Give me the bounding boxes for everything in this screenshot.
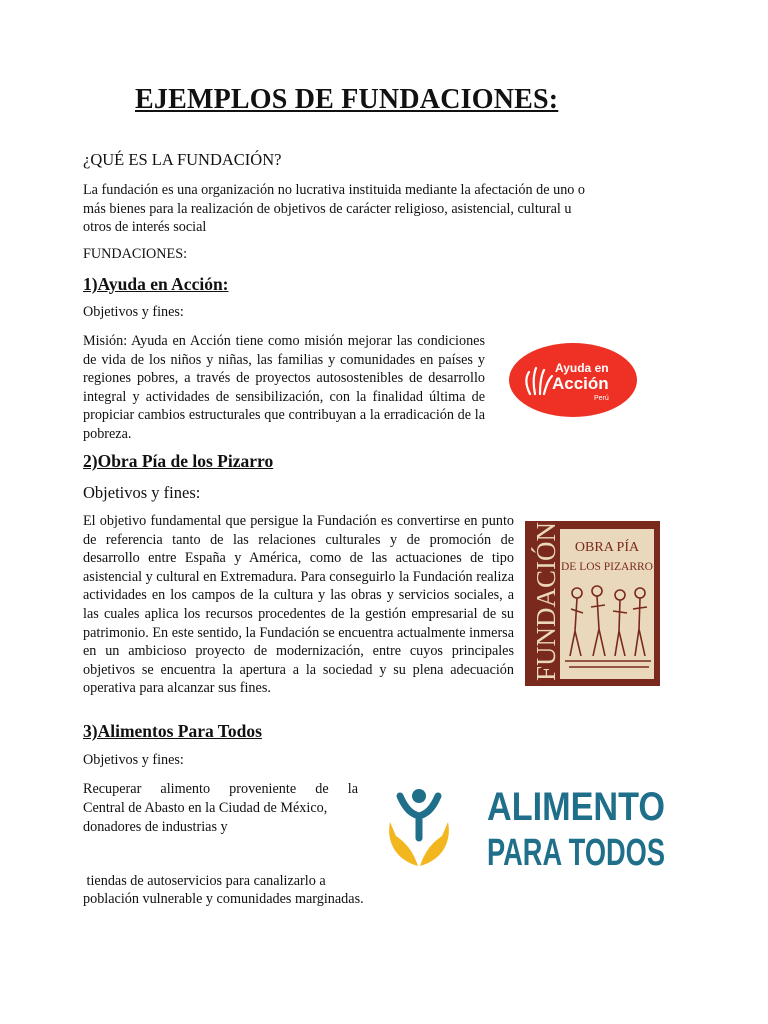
person-hands-icon xyxy=(389,789,449,866)
section2-heading: 2)Obra Pía de los Pizarro xyxy=(83,451,274,471)
section1-objetivos: Objetivos y fines: xyxy=(83,304,184,320)
question-heading: ¿QUÉ ES LA FUNDACIÓN? xyxy=(83,150,282,169)
ayuda-logo-line3: Perú xyxy=(594,395,609,402)
section1-body: Misión: Ayuda en Acción tiene como misión mejorar las condiciones de vida de los niños y niñas, las familias y comunidades en países y regiones pobres, a través de proyectos autosostenibles de desarrollo integral y actividades de sensibilización, con la finalidad última de propiciar cambios estructurales que contribuyan a la erradicación de la pobreza. xyxy=(83,333,485,442)
ayuda-logo-line2: Acción xyxy=(552,374,609,393)
alimento-logo-line2: PARA TODOS xyxy=(487,832,665,874)
ayuda-logo-line1: Ayuda en xyxy=(555,361,609,375)
section3-objetivos: Objetivos y fines: xyxy=(83,752,184,768)
ayuda-en-accion-logo xyxy=(508,342,638,418)
section3-heading: 3)Alimentos Para Todos xyxy=(83,721,262,741)
section3-line3: donadores de industrias y xyxy=(83,819,228,835)
obra-pia-vertical-text: FUNDACIÓN xyxy=(531,521,561,681)
section3-line1: Recuperar alimento proveniente de la xyxy=(83,781,358,797)
page-title: EJEMPLOS DE FUNDACIONES: xyxy=(135,84,559,115)
section3-line2: Central de Abasto en la Ciudad de México, xyxy=(83,800,328,816)
obra-pia-title-line1: OBRA PÍA xyxy=(574,540,640,555)
section1-heading: 1)Ayuda en Acción: xyxy=(83,274,229,294)
section3-line4: tiendas de autoservicios para canalizarlo a xyxy=(83,873,326,889)
fundaciones-label: FUNDACIONES: xyxy=(83,246,188,262)
alimento-para-todos-logo xyxy=(384,782,669,874)
alimento-logo-line1: ALIMENTO xyxy=(487,785,665,829)
definition-paragraph: La fundación es una organización no lucrativa instituida mediante la afectación de uno o más bienes para la realización de objetivos de carácter religioso, asistencial, cultural u otros de interés social xyxy=(83,182,586,236)
section3-line5: población vulnerable y comunidades marginadas. xyxy=(83,891,364,907)
section2-body: El objetivo fundamental que persigue la Fundación es convertirse en punto de referencia tanto de las relaciones culturales y de promoción de desarrollo entre España y América, como de las actuaciones de tipo asistencial y cultural en Extremadura. Para conseguirlo la Fundación realiza actividades en los campos de la cultura y las obras y servicios sociales, a las cuales aplica los recursos procedentes de la gestión empresarial de su patrimonio. En este sentido, la Fundación se encuentra actualmente inmersa en un ambicioso proyecto de modernización, entre cuyos principales objetivos se encuentra la apertura a la sociedad y su plena adecuación operativa para alcanzar sus fines. xyxy=(83,513,514,697)
section2-objetivos: Objetivos y fines: xyxy=(83,483,201,502)
obra-pia-pizarro-logo xyxy=(525,521,660,686)
obra-pia-title-line2: DE LOS PIZARRO xyxy=(560,561,654,573)
